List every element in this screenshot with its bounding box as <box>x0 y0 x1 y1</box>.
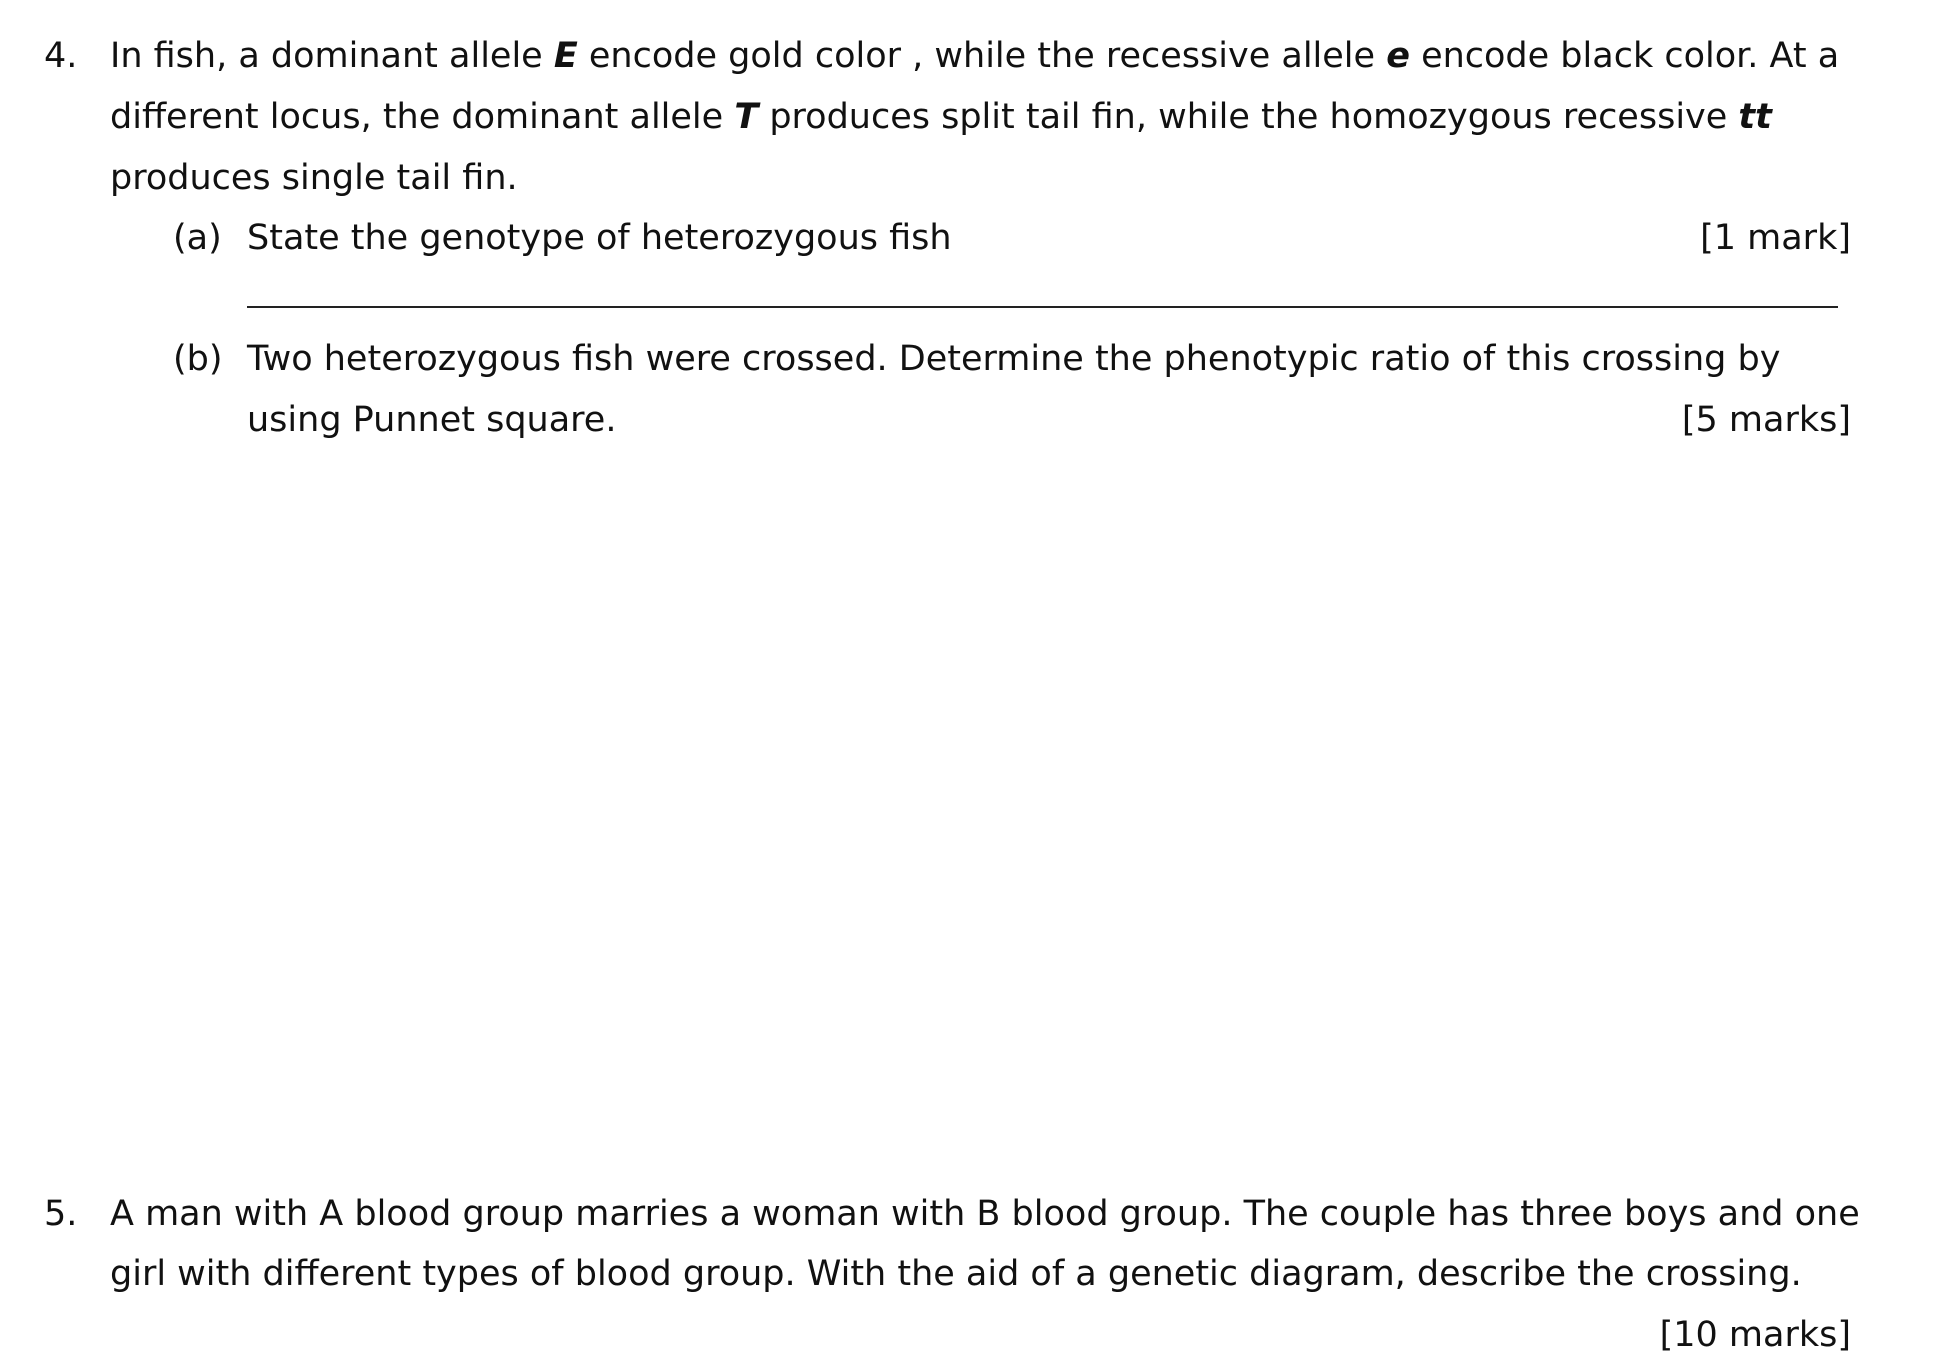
question-5-marks: [10 marks] <box>1659 1315 1851 1355</box>
part-b-answer-space[interactable] <box>247 460 1838 1160</box>
part-a-label: (a) <box>173 218 222 258</box>
part-a-answer-line[interactable] <box>247 306 1838 308</box>
question-5-number: 5. <box>44 1194 78 1234</box>
q4-line1-text-2: encode gold color , while the recessive allele <box>577 36 1387 76</box>
part-b-text-line-1: Two heterozygous fish were crossed. Determine the phenotypic ratio of this crossing by <box>247 339 1781 379</box>
part-b-text-line-2: using Punnet square. <box>247 400 617 440</box>
q4-line2-text-1: different locus, the dominant allele <box>110 97 735 137</box>
question-4-line-2 <box>110 93 1772 141</box>
question-4-number: 4. <box>44 36 78 76</box>
part-b-label: (b) <box>173 339 223 379</box>
q4-line2-text-2: produces split tail fin, while the homozygous recessive <box>758 97 1739 137</box>
part-b-marks: [5 marks] <box>1681 400 1851 440</box>
allele-E: E <box>553 36 578 76</box>
question-4-line-1 <box>110 32 1839 80</box>
q4-line1-text-1: In fish, a dominant allele <box>110 36 554 76</box>
question-5-line-2: girl with different types of blood group. With the aid of a genetic diagram, describe the crossing. <box>110 1254 1802 1294</box>
q4-line1-text-3: encode black color. At a <box>1409 36 1840 76</box>
part-a-text: State the genotype of heterozygous fish <box>247 218 952 258</box>
genotype-tt: tt <box>1738 97 1772 137</box>
part-a-marks: [1 mark] <box>1700 218 1851 258</box>
question-5-line-1: A man with A blood group marries a woman with B blood group. The couple has three boys and one <box>110 1194 1860 1234</box>
allele-e: e <box>1386 36 1410 76</box>
question-4-line-3: produces single tail fin. <box>110 158 518 198</box>
allele-T: T <box>734 97 759 137</box>
